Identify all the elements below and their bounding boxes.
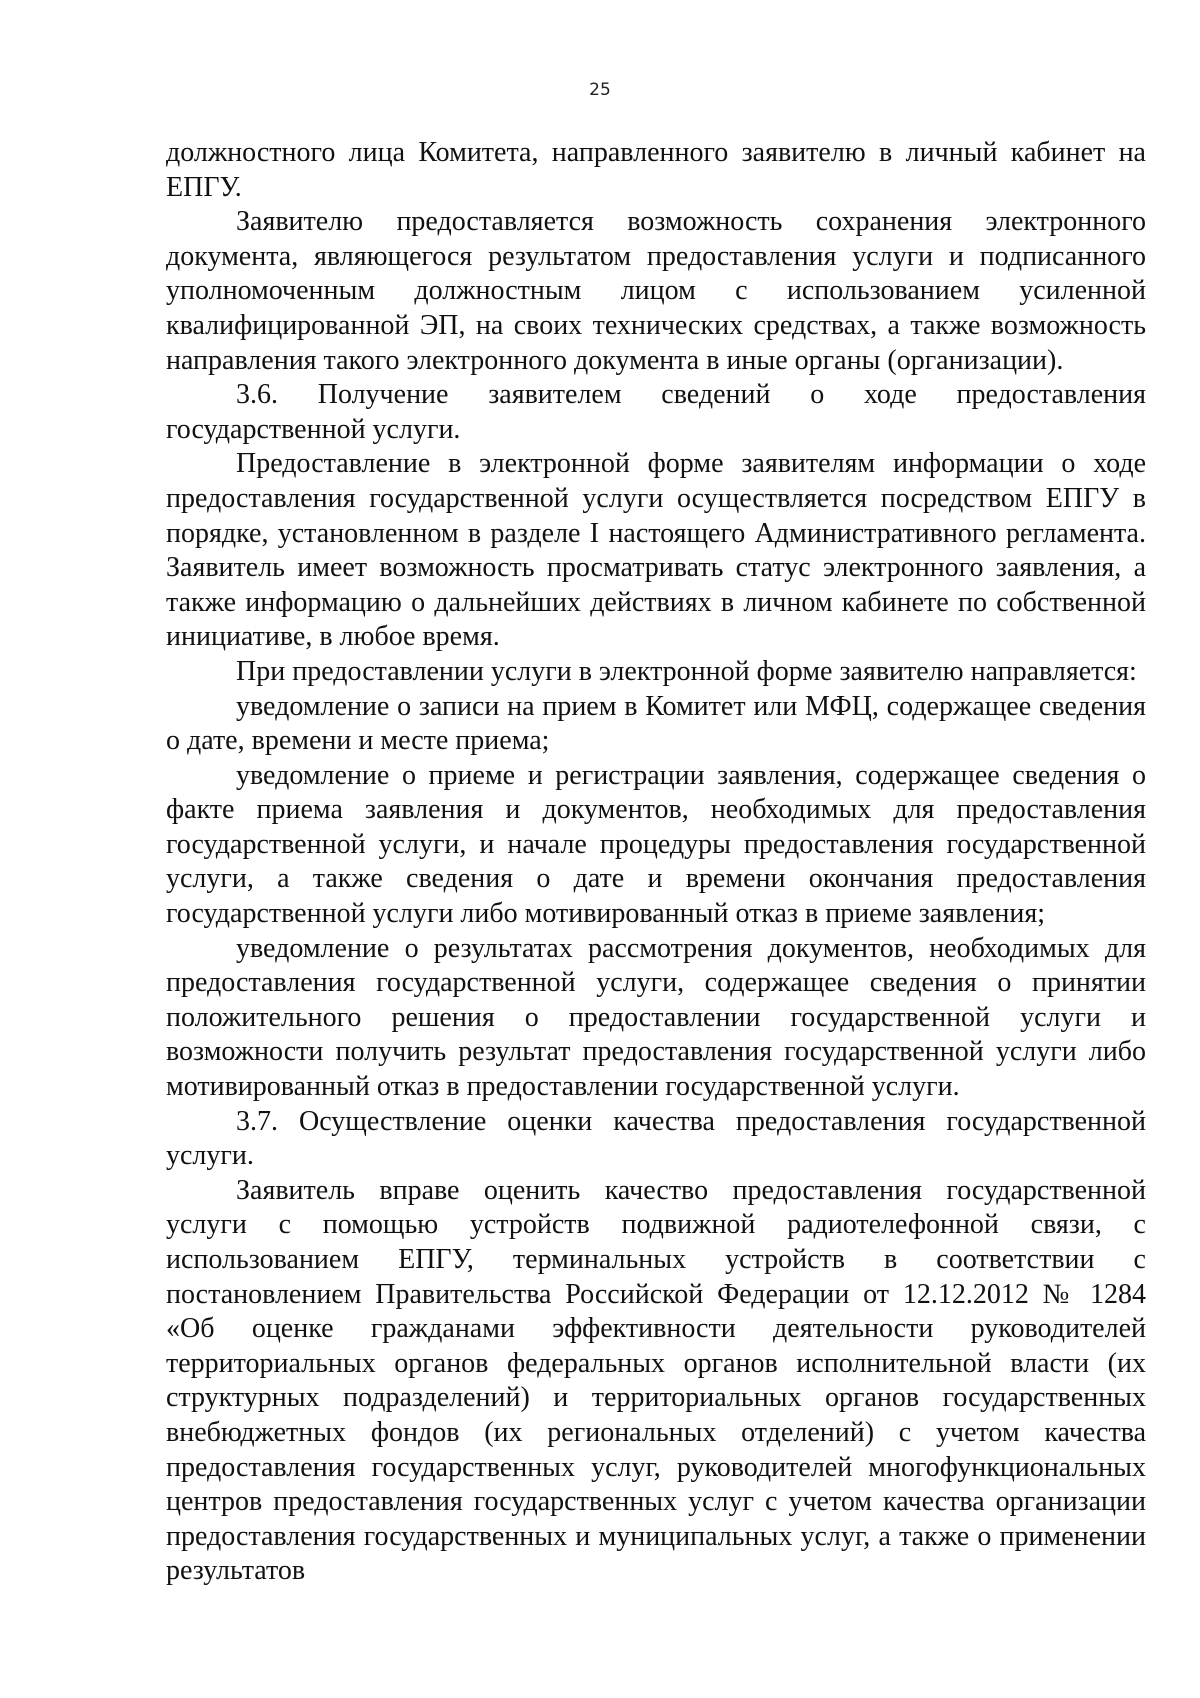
- section-heading-3-6: 3.6. Получение заявителем сведений о ходе предоставления государственной услуги.: [166, 379, 1146, 445]
- paragraph-quality-assessment: Заявитель вправе оценить качество предоставления государственной услуги с помощью устройств подвижной радиотелефонной связи, с использованием ЕПГУ, терминальных устройств в соответствии с постановлением Правительства Российской Федерации от 12.12.2012 № 1284 «Об оценке гражданами эффективности деятельности руководителей территориальных органов федеральных органов исполнительной власти (их структурных подразделений) и территориальных органов государственных внебюджетных фондов (их региональных отделений) с учетом качества предоставления государственных услуг, руководителей многофункциональных центров предоставления государственных услуг с учетом качества организации предоставления государственных и муниципальных услуг, а также о применении результатов: [166, 1174, 1146, 1587]
- document-body: [166, 136, 1146, 1589]
- page-number: 25: [589, 80, 611, 100]
- paragraph-save-document: Заявителю предоставляется возможность сохранения электронного документа, являющегося результатом предоставления услуги и подписанного уполномоченным должностным лицом с использованием усиленной квалифицированной ЭП, на своих технических средствах, а также возможность направления такого электронного документа в иные органы (организации).: [166, 206, 1146, 376]
- section-heading-3-7: 3.7. Осуществление оценки качества предоставления государственной услуги.: [166, 1105, 1146, 1172]
- paragraph-appointment-notice: уведомление о записи на прием в Комитет или МФЦ, содержащее сведения о дате, времени и месте приема;: [166, 690, 1146, 757]
- paragraph-results-notice: уведомление о результатах рассмотрения документов, необходимых для предоставления государственной услуги, содержащее сведения о принятии положительного решения о предоставлении государственной услуги и возможности получить результат предоставления государственной услуги либо мотивированный отказ в предоставлении государственной услуги.: [166, 932, 1146, 1103]
- paragraph-registration-notice: уведомление о приеме и регистрации заявления, содержащее сведения о факте приема заявления и документов, необходимых для предоставления государственной услуги, и начале процедуры предоставления государственной услуги, а также сведения о дате и времени окончания предоставления государственной услуги либо мотивированный отказ в приеме заявления;: [166, 759, 1146, 930]
- paragraph-status-info: Предоставление в электронной форме заявителям информации о ходе предоставления государственной услуги осуществляется посредством ЕПГУ в порядке, установленном в разделе I настоящего Административного регламента. Заявитель имеет возможность просматривать статус электронного заявления, а также информацию о дальнейших действиях в личном кабинете по собственной инициативе, в любое время.: [166, 448, 1146, 653]
- paragraph-notifications-intro: При предоставлении услуги в электронной форме заявителю направляется:: [236, 655, 1137, 687]
- paragraph-continuation: должностного лица Комитета, направленного заявителю в личный кабинет на ЕПГУ.: [166, 137, 1146, 203]
